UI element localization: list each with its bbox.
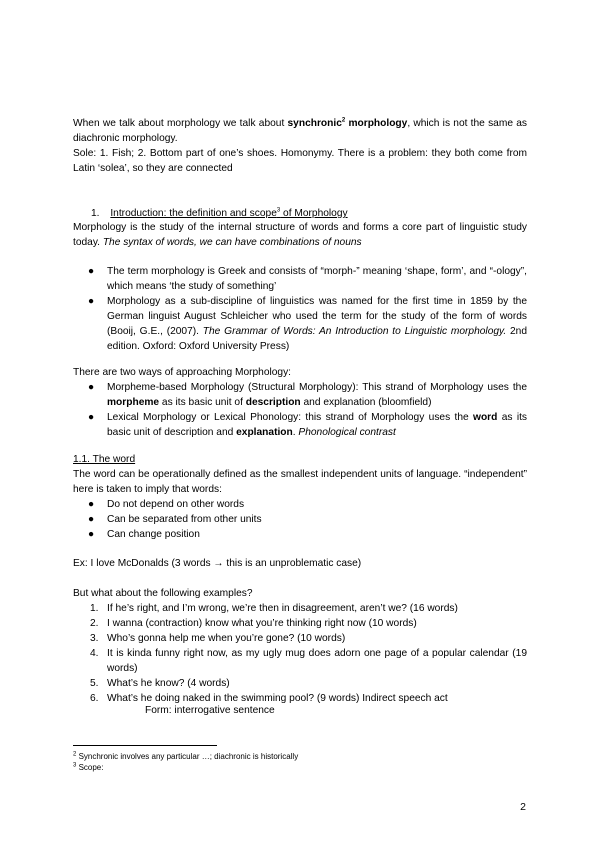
bullet-icon: ● bbox=[88, 266, 95, 277]
bullet-icon: ● bbox=[88, 499, 95, 510]
footnote-ref-2[interactable]: 2 bbox=[341, 117, 346, 124]
footnote-divider bbox=[73, 745, 217, 746]
list-item: 4. It is kinda funny right now, as my ugly mug does adorn one page of a popular calendar (19 words) bbox=[90, 648, 527, 674]
list-item: 6. What’s he doing naked in the swimming pool? (9 words) Indirect speech act bbox=[90, 693, 448, 704]
list-item: ● The term morphology is Greek and consists of “morph-” meaning ‘shape, form’, and “-ology”, which means ‘the study of something’ bbox=[88, 266, 527, 292]
list-item: 1. If he’s right, and I’m wrong, we’re then in disagreement, aren’t we? (16 words) bbox=[90, 603, 458, 614]
approaches-list bbox=[73, 380, 527, 440]
word-criteria-list bbox=[73, 497, 527, 542]
approaches-intro: There are two ways of approaching Morphology: bbox=[73, 367, 292, 378]
footnote-2: $^2$ Synchronic involves any particular …; diachronic is historically bbox=[73, 751, 299, 761]
section-1-1-heading: 1.1. The word bbox=[73, 454, 136, 465]
bullet-icon: ● bbox=[88, 412, 95, 423]
list-item: ● Lexical Morphology or Lexical Phonology: this strand of Morphology uses the word as its basic unit of description and explanation. Phonological contrast bbox=[88, 412, 528, 438]
footnote-ref-3[interactable]: 3 bbox=[276, 207, 281, 214]
form-note: Form: interrogative sentence bbox=[145, 705, 275, 716]
list-item: ● Can be separated from other units bbox=[88, 514, 262, 525]
footnote-3: $^3$ Scope: bbox=[73, 762, 104, 772]
example-line: Ex: I love McDonalds (3 words → this is an unproblematic case) bbox=[73, 558, 362, 569]
bullet-icon: ● bbox=[88, 529, 95, 540]
section-1-paragraph: Morphology is the study of the internal structure of words and forms a core part of linguistic study today. The syntax of words, we can have combinations of nouns bbox=[73, 222, 527, 248]
list-item: 3. Who’s gonna help me when you’re gone? (10 words) bbox=[90, 633, 346, 644]
sole-paragraph: Sole: 1. Fish; 2. Bottom part of one’s shoes. Homonymy. There is a problem: they both come from Latin ‘solea’, so they are connected bbox=[73, 148, 527, 174]
examples-question: But what about the following examples? bbox=[73, 588, 253, 599]
intro-paragraph: When we talk about morphology we talk about synchronic$^2$ morphology, which is not the same as diachronic morphology. Sole: 1. Fish; 2. Bottom part of one’s shoes. Homonymy. There is a problem: they both come from Latin ‘solea’, so they are connected bbox=[73, 117, 528, 174]
bullet-icon: ● bbox=[88, 296, 95, 307]
bullet-icon: ● bbox=[88, 382, 95, 393]
section-1-1-paragraph: The word can be operationally defined as the smallest independent units of language. “independent” here is taken to imply that words: bbox=[73, 469, 527, 495]
bullet-icon: ● bbox=[88, 514, 95, 525]
morphology-bullets bbox=[73, 264, 527, 354]
list-item: ● Morpheme-based Morphology (Structural Morphology): This strand of Morphology uses the morpheme as its basic unit of description and explanation (bloomfield) bbox=[88, 382, 527, 408]
list-item: ● Do not depend on other words bbox=[88, 499, 245, 510]
list-item: 2. I wanna (contraction) know what you’re thinking right now (10 words) bbox=[90, 618, 417, 629]
page-number: 2 bbox=[520, 801, 526, 813]
section-1-heading: 1. Introduction: the definition and scope$^3$ of Morphology bbox=[91, 207, 348, 219]
synchronic-term: synchronic bbox=[287, 118, 342, 129]
examples-list bbox=[73, 601, 527, 706]
list-item: 5. What’s he know? (4 words) bbox=[90, 678, 230, 689]
list-item: ● Morphology as a sub-discipline of linguistics was named for the first time in 1859 by the German linguist August Schleicher who used the term for the study of the form of words (Booij, G.E., (2007). The Grammar of Words: An Introduction to Linguistic morphology. 2nd edition. Oxford: Oxford University Press) bbox=[88, 296, 528, 352]
list-item: ● Can change position bbox=[88, 529, 200, 540]
